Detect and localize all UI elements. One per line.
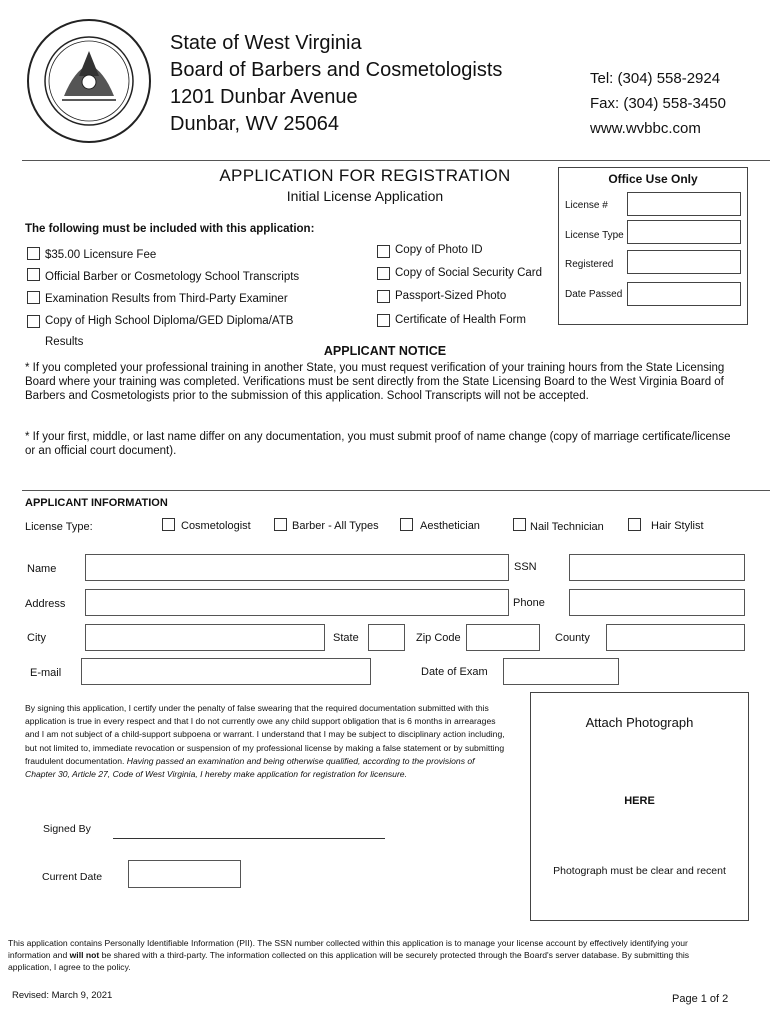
license-number-field[interactable]	[627, 192, 741, 216]
exam-results-checkbox[interactable]	[27, 291, 40, 304]
transcripts-checkbox[interactable]	[27, 268, 40, 281]
certification-italic: Having passed an examination and being otherwise qualified, according to the provisions of Chapter 30, Article 27, Code of West Virginia, I hereby make application for registration for licensure.	[25, 755, 475, 780]
county-field[interactable]	[606, 624, 745, 651]
photo-id-label: Copy of Photo ID	[395, 244, 483, 256]
exam-date-label: Date of Exam	[421, 666, 488, 678]
website-link[interactable]: www.wvbbc.com	[590, 120, 701, 137]
form-title: APPLICATION FOR REGISTRATION	[219, 166, 511, 185]
passport-photo-checkbox[interactable]	[377, 290, 390, 303]
current-date-field[interactable]	[128, 860, 241, 888]
name-field[interactable]	[85, 554, 509, 581]
photo-title: Attach Photograph	[585, 715, 694, 730]
city-label: City	[27, 632, 46, 644]
nail-technician-label: Nail Technician	[530, 521, 604, 533]
form-subtitle: Initial License Application	[286, 188, 444, 204]
zip-label: Zip Code	[416, 632, 461, 644]
telephone: Tel: (304) 558-2924	[590, 70, 721, 87]
email-field[interactable]	[81, 658, 371, 685]
date-passed-field[interactable]	[627, 282, 741, 306]
exam-results-label: Examination Results from Third-Party Examiner	[45, 293, 288, 305]
certification-text: By signing this application, I certify under the penalty of false swearing that the required documentation submitted with this application is true in every respect and that I do not currently owe any child support obligation that is 6 months in arrearages and I am not subject of a child-support subpoena or warrant. I understand that I may be subject to disciplinary action including, but not limited to, immediate revocation or suspension of my professional license by making a false statement or by submitting fraudulent documentation.	[25, 703, 505, 766]
cosmetologist-label: Cosmetologist	[181, 520, 251, 532]
notice-name-change-paragraph: * If your first, middle, or last name differ on any documentation, you must submit proof of name change (copy of marriage certificate/license or an official court document).	[25, 431, 731, 457]
name-label: Name	[27, 563, 57, 575]
passport-photo-label: Passport-Sized Photo	[395, 290, 507, 302]
photo-box[interactable]	[530, 692, 749, 921]
transcripts-label: Official Barber or Cosmetology School Transcripts	[45, 271, 300, 283]
cosmetologist-checkbox[interactable]	[162, 518, 175, 531]
board-seal-logo	[24, 16, 154, 146]
license-number-label: License #	[565, 200, 608, 211]
diploma-label: Copy of High School Diploma/GED Diploma/ATB	[45, 315, 294, 327]
certification-statement	[25, 702, 505, 781]
ssn-card-checkbox[interactable]	[377, 267, 390, 280]
diploma-checkbox[interactable]	[27, 315, 40, 328]
diploma-label-cont: Results	[45, 336, 84, 348]
agency-address	[170, 30, 502, 138]
ssn-label: SSN	[514, 561, 537, 573]
agency-state: State of West Virginia	[170, 32, 362, 54]
signed-by-label: Signed By	[43, 823, 91, 835]
page-number: Page 1 of 2	[672, 993, 729, 1005]
license-type-label: License Type:	[25, 521, 93, 533]
date-passed-label: Date Passed	[565, 289, 623, 300]
address-label: Address	[25, 598, 66, 610]
email-label: E-mail	[30, 667, 62, 679]
barber-label: Barber - All Types	[292, 520, 379, 532]
signature-line[interactable]	[113, 838, 385, 839]
barber-checkbox[interactable]	[274, 518, 287, 531]
photo-note: Photograph must be clear and recent	[553, 865, 726, 877]
state-field[interactable]	[368, 624, 405, 651]
header-divider	[22, 160, 770, 161]
license-type-office-label: License Type	[565, 230, 624, 241]
fee-checkbox[interactable]	[27, 247, 40, 260]
office-use-heading: Office Use Only	[608, 172, 698, 186]
pii-text-bold: will not	[69, 950, 100, 960]
agency-street: 1201 Dunbar Avenue	[170, 86, 358, 108]
applicant-info-heading: APPLICANT INFORMATION	[25, 497, 168, 509]
state-label: State	[333, 632, 359, 644]
registered-label: Registered	[565, 259, 614, 270]
pii-text-b: be shared with a third-party. The information collected on this application will be securely protected through the Board's server database. By submitting this application, I agree to the policy.	[8, 950, 690, 972]
office-use-box	[558, 167, 748, 325]
requirements-heading: The following must be included with this application:	[25, 223, 315, 235]
fee-label: $35.00 Licensure Fee	[45, 249, 157, 261]
phone-label: Phone	[513, 597, 545, 609]
zip-field[interactable]	[466, 624, 540, 651]
exam-date-field[interactable]	[503, 658, 619, 685]
applicant-notice-heading: APPLICANT NOTICE	[323, 344, 447, 358]
hair-stylist-label: Hair Stylist	[651, 520, 704, 532]
notice-training-paragraph: * If you completed your professional training in another State, you must request verification of your training hours from the State Licensing Board where your training was completed. Verifications must be sent directly from the State Licensing Board to the West Virginia Board of Barbers and Cosmetologists prior to the submission of this application. School Transcripts will not be accepted.	[25, 362, 725, 402]
county-label: County	[555, 632, 590, 644]
ssn-field[interactable]	[569, 554, 745, 581]
pii-text-a: This application contains Personally Identifiable Information (PII). The SSN number collected within this application is to manage your license account by effectively identifying your information and	[8, 938, 688, 960]
address-field[interactable]	[85, 589, 509, 616]
city-field[interactable]	[85, 624, 325, 651]
contact-block	[590, 66, 726, 141]
photo-id-checkbox[interactable]	[377, 245, 390, 258]
pii-notice	[8, 937, 728, 973]
ssn-card-label: Copy of Social Security Card	[395, 267, 543, 279]
hair-stylist-checkbox[interactable]	[628, 518, 641, 531]
revised-date: Revised: March 9, 2021	[12, 990, 113, 1001]
current-date-label: Current Date	[42, 871, 103, 883]
nail-technician-checkbox[interactable]	[513, 518, 526, 531]
agency-city: Dunbar, WV 25064	[170, 113, 339, 135]
section-divider	[22, 490, 770, 491]
fax: Fax: (304) 558-3450	[590, 95, 726, 112]
photo-here: HERE	[624, 795, 655, 807]
aesthetician-checkbox[interactable]	[400, 518, 413, 531]
phone-field[interactable]	[569, 589, 745, 616]
health-form-label: Certificate of Health Form	[395, 314, 527, 326]
license-type-office-field[interactable]	[627, 220, 741, 244]
agency-board: Board of Barbers and Cosmetologists	[170, 59, 503, 81]
health-form-checkbox[interactable]	[377, 314, 390, 327]
aesthetician-label: Aesthetician	[420, 520, 480, 532]
registered-field[interactable]	[627, 250, 741, 274]
